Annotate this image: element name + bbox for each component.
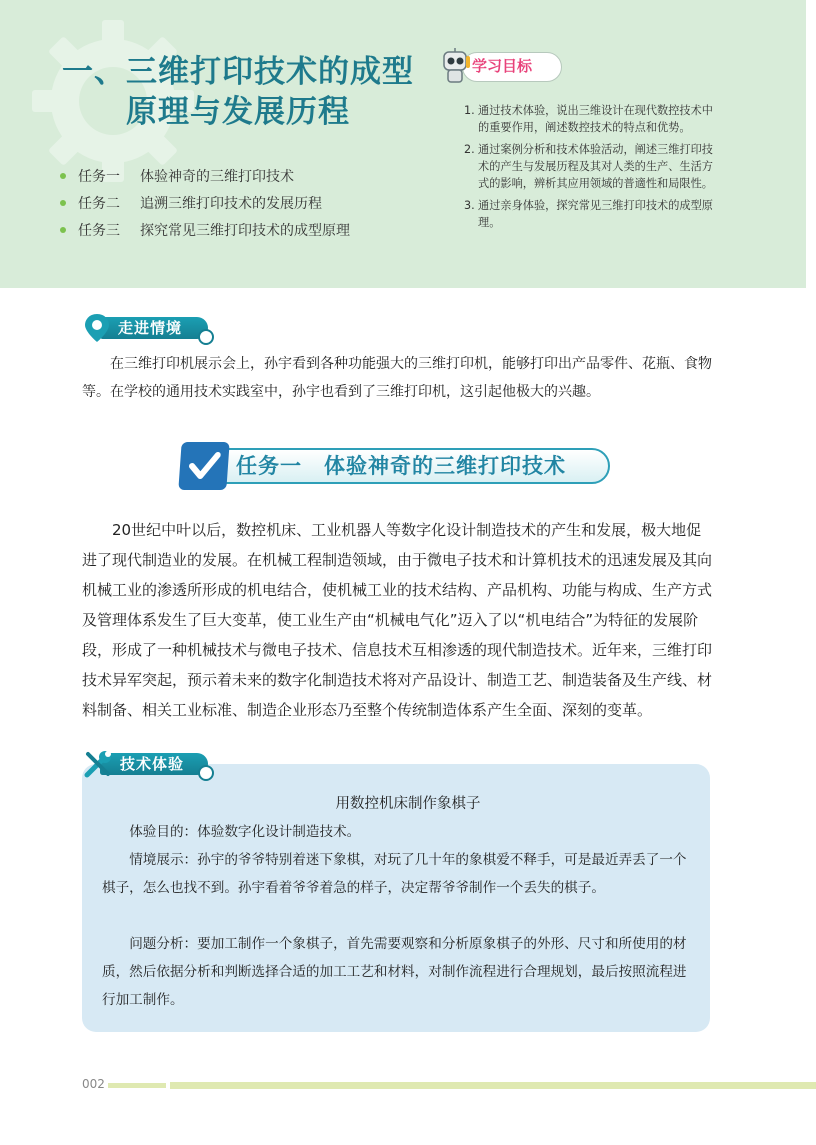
experience-item-text: 体验数字化设计制造技术。 <box>197 824 361 840</box>
wrench-screwdriver-icon <box>82 748 114 780</box>
intro-paragraph: 在三维打印机展示会上，孙宇看到各种功能强大的三维打印机，能够打印出产品零件、花瓶、食物等。在学校的通用技术实践室中，孙宇也看到了三维打印机，这引起他极大的兴趣。 <box>82 356 712 400</box>
chapter-title <box>62 52 414 132</box>
task-item <box>60 216 350 243</box>
chapter-title-line1: 一、三维打印技术的成型 <box>62 54 414 90</box>
experience-item-text: 孙宇的爷爷特别着迷下象棋，对玩了几十年的象棋爱不释手，可是最近弄丢了一个棋子，怎么也找不到。孙宇看着爷爷着急的样子，决定帮爷爷制作一个丢失的棋子。 <box>102 852 687 896</box>
task-text: 探究常见三维打印技术的成型原理 <box>140 222 350 239</box>
goal-text: 通过亲身体验，探究常见三维打印技术的成型原理。 <box>478 199 713 229</box>
task-text: 体验神奇的三维打印技术 <box>140 168 294 185</box>
task1-body: 20世纪中叶以后，数控机床、工业机器人等数字化设计制造技术的产生和发展，极大地促进了现代制造业的发展。在机械工程制造领域，由于微电子技术和计算机技术的迅速发展及其向机械工业的渗透所形成的机电结合，使机械工业的技术结构、产品机构、功能与构成、生产方式及管理体系发生了巨大变革，使工业生产由“机械电气化”迈入了以“机电结合”为特征的发展阶段，形成了一种机械技术与微电子技术、信息技术互相渗透的现代制造技术。近年来，三维打印技术异军突起，预示着未来的数字化制造技术将对产品设计、制造工艺、制造装备及生产线、材料制备、相关工业标准、制造企业形态乃至整个传统制造体系产生全面、深刻的变革。 <box>82 521 713 719</box>
goal-item <box>464 141 724 192</box>
experience-item <box>102 846 694 902</box>
goal-item <box>464 102 724 136</box>
experience-title: 用数控机床制作象棋子 <box>335 796 481 812</box>
experience-section-tag <box>82 748 222 780</box>
bullet-icon <box>60 227 66 233</box>
checkmark-icon <box>187 450 221 482</box>
goal-item <box>464 197 724 231</box>
experience-tag-label: 技术体验 <box>120 755 185 773</box>
experience-item-key: 情境展示： <box>129 852 198 868</box>
footer-bar-long <box>170 1082 816 1089</box>
experience-item <box>102 818 694 846</box>
learning-goals-list <box>464 102 724 236</box>
goal-number: 3. <box>464 199 475 212</box>
task-number: 任务一 <box>78 168 120 185</box>
task-list <box>60 162 350 243</box>
goal-text: 通过案例分析和技术体验活动，阐述三维打印技术的产生与发展历程及其对人类的生产、生活方式的影响，辨析其应用领域的普適性和局限性。 <box>478 143 713 190</box>
page-number: 002 <box>82 1077 105 1091</box>
robot-mascot-icon <box>436 46 476 86</box>
bullet-icon <box>60 200 66 206</box>
task-item <box>60 189 350 216</box>
goal-number: 1. <box>464 104 475 117</box>
intro-tag-label: 走进情境 <box>118 319 183 337</box>
task1-banner <box>180 442 610 492</box>
experience-item-key: 体验目的： <box>129 824 198 840</box>
goal-text: 通过技术体验，说出三维设计在现代数控技术中的重要作用，阐述数控技术的特点和优势。 <box>478 104 713 134</box>
bullet-icon <box>60 173 66 179</box>
learning-goals-tag <box>436 46 562 84</box>
check-block <box>178 442 229 490</box>
experience-item-text: 要加工制作一个象棋子，首先需要观察和分析原象棋子的外形、尺寸和所使用的材质，然后依据分析和判断选择合适的加工工艺和材料，对制作流程进行合理规划，最后按照流程进行加工制作。 <box>102 936 687 1008</box>
footer-bar-short <box>108 1083 166 1088</box>
tag-ring-icon <box>198 765 214 781</box>
learning-goals-label: 学习目标 <box>472 57 533 75</box>
experience-item <box>102 930 694 1014</box>
task1-title: 任务一 体验神奇的三维打印技术 <box>236 454 566 478</box>
experience-item-key: 问题分析： <box>129 936 198 952</box>
chapter-title-line2: 原理与发展历程 <box>126 94 350 130</box>
chapter-header <box>0 0 806 288</box>
task-text: 追溯三维打印技术的发展历程 <box>140 195 322 212</box>
header-edge <box>806 0 816 288</box>
intro-section-tag <box>82 312 222 344</box>
task-number: 任务三 <box>78 222 120 239</box>
task-item <box>60 162 350 189</box>
task-number: 任务二 <box>78 195 120 212</box>
location-pin-icon <box>82 312 112 344</box>
goal-number: 2. <box>464 143 475 156</box>
tag-ring-icon <box>198 329 214 345</box>
